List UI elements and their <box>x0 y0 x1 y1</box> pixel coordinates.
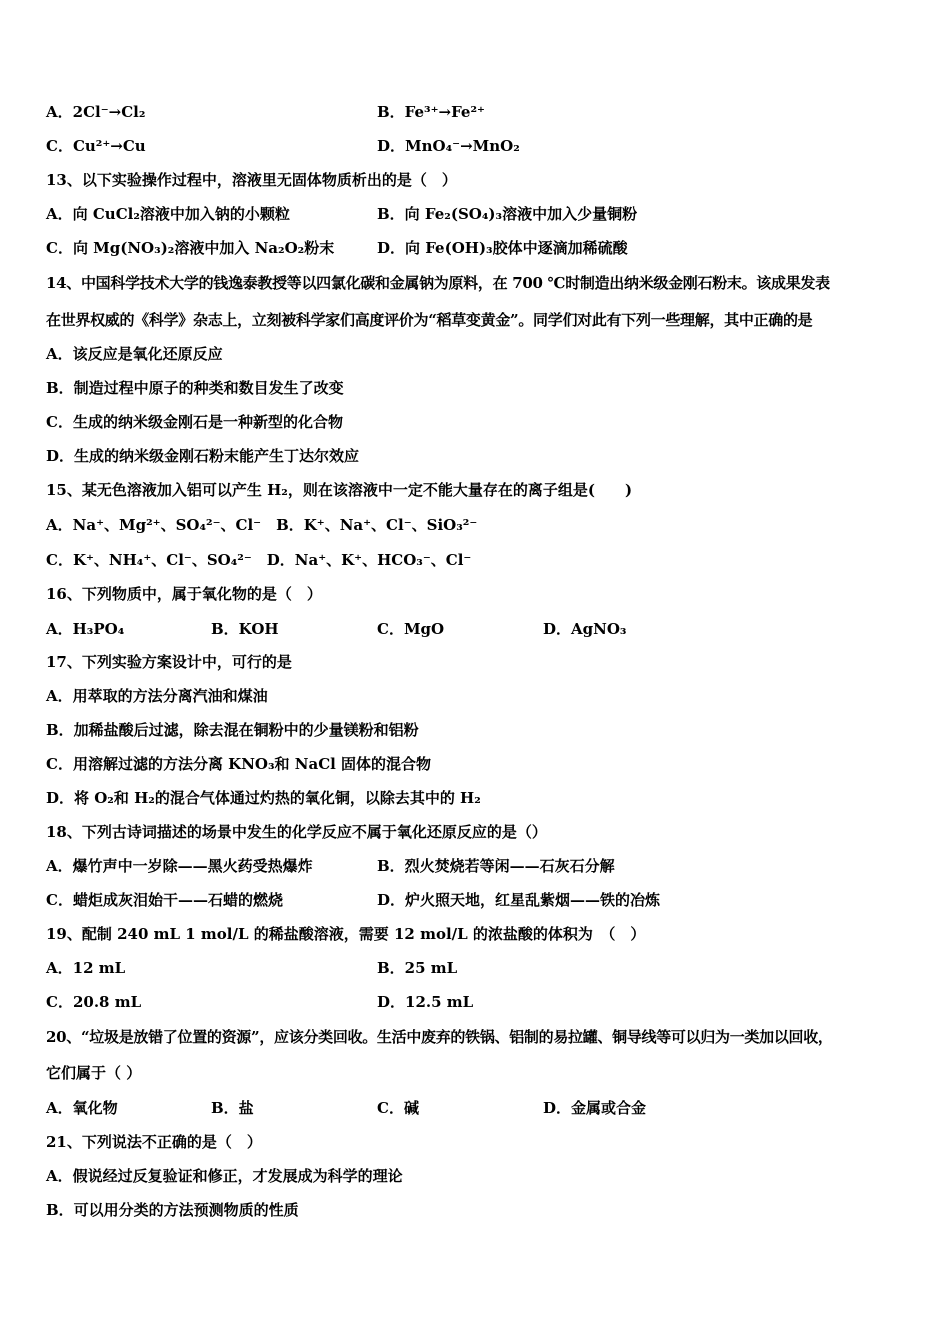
q14-stem-line1: 14、中国科学技术大学的钱逸泰教授等以四氯化碳和金属钠为原料，在 700 ℃时制造出纳米级金刚石粉末。该成果发表 <box>46 274 830 292</box>
q17-option-c: C．用溶解过滤的方法分离 KNO₃和 NaCl 固体的混合物 <box>46 755 432 773</box>
q21-option-b: B．可以用分类的方法预测物质的性质 <box>46 1201 299 1219</box>
q14-option-b: B．制造过程中原子的种类和数目发生了改变 <box>46 379 344 397</box>
q16-stem: 16、下列物质中，属于氧化物的是（ ） <box>46 585 322 603</box>
q17-option-b: B．加稀盐酸后过滤，除去混在铜粉中的少量镁粉和铝粉 <box>46 721 419 739</box>
q14-option-d: D．生成的纳米级金刚石粉末能产生丁达尔效应 <box>46 447 360 465</box>
q14-stem-line2: 在世界权威的《科学》杂志上，立刻被科学家们高度评价为“稻草变黄金”。同学们对此有下列一些理解，其中正确的是 <box>46 311 813 329</box>
q18-option-b: B．烈火焚烧若等闲——石灰石分解 <box>377 857 615 875</box>
q15-stem: 15、某无色溶液加入铝可以产生 H₂，则在该溶液中一定不能大量存在的离子组是( ) <box>46 481 633 499</box>
q18-option-a: A．爆竹声中一岁除——黑火药受热爆炸 <box>46 857 313 875</box>
q16-option-b: B．KOH <box>211 620 279 638</box>
q16-option-d: D．AgNO₃ <box>543 620 627 638</box>
q17-option-d: D．将 O₂和 H₂的混合气体通过灼热的氧化铜，以除去其中的 H₂ <box>46 789 481 807</box>
q20-option-b: B．盐 <box>211 1099 254 1117</box>
q15-options-cd: C．K⁺、NH₄⁺、Cl⁻、SO₄²⁻ D．Na⁺、K⁺、HCO₃⁻、Cl⁻ <box>46 551 472 569</box>
q13-option-d: D．向 Fe(OH)₃胶体中逐滴加稀硫酸 <box>377 239 628 257</box>
q19-option-d: D．12.5 mL <box>377 993 474 1011</box>
q17-stem: 17、下列实验方案设计中，可行的是 <box>46 653 292 671</box>
q21-option-a: A．假说经过反复验证和修正，才发展成为科学的理论 <box>46 1167 403 1185</box>
q14-option-c: C．生成的纳米级金刚石是一种新型的化合物 <box>46 413 343 431</box>
q18-stem: 18、下列古诗词描述的场景中发生的化学反应不属于氧化还原反应的是（） <box>46 823 547 841</box>
q12-option-d: D．MnO₄⁻→MnO₂ <box>377 137 520 155</box>
q19-option-c: C．20.8 mL <box>46 993 142 1011</box>
q12-option-c: C．Cu²⁺→Cu <box>46 137 146 155</box>
q14-option-a: A．该反应是氧化还原反应 <box>46 345 223 363</box>
q20-stem-line2: 它们属于（ ） <box>46 1064 142 1082</box>
q21-stem: 21、下列说法不正确的是（ ） <box>46 1133 262 1151</box>
q19-option-b: B．25 mL <box>377 959 458 977</box>
q16-option-c: C．MgO <box>377 620 445 638</box>
q20-stem-line1: 20、“垃圾是放错了位置的资源”，应该分类回收。生活中废弃的铁锅、铝制的易拉罐、铜导线等可以归为一类加以回收， <box>46 1028 833 1046</box>
q12-option-b: B．Fe³⁺→Fe²⁺ <box>377 103 485 121</box>
q13-option-a: A．向 CuCl₂溶液中加入钠的小颗粒 <box>46 205 290 223</box>
q17-option-a: A．用萃取的方法分离汽油和煤油 <box>46 687 268 705</box>
q15-options-ab: A．Na⁺、Mg²⁺、SO₄²⁻、Cl⁻ B．K⁺、Na⁺、Cl⁻、SiO₃²⁻ <box>46 516 478 534</box>
q19-option-a: A．12 mL <box>46 959 126 977</box>
q13-option-c: C．向 Mg(NO₃)₂溶液中加入 Na₂O₂粉末 <box>46 239 335 257</box>
q18-option-c: C．蜡炬成灰泪始干——石蜡的燃烧 <box>46 891 283 909</box>
q20-option-d: D．金属或合金 <box>543 1099 647 1117</box>
q12-option-a: A．2Cl⁻→Cl₂ <box>46 103 146 121</box>
q20-option-a: A．氧化物 <box>46 1099 118 1117</box>
q16-option-a: A．H₃PO₄ <box>46 620 125 638</box>
q19-stem: 19、配制 240 mL 1 mol/L 的稀盐酸溶液，需要 12 mol/L 的浓盐酸的体积为 （ ） <box>46 925 646 943</box>
q20-option-c: C．碱 <box>377 1099 419 1117</box>
q13-option-b: B．向 Fe₂(SO₄)₃溶液中加入少量铜粉 <box>377 205 638 223</box>
q18-option-d: D．炉火照天地，红星乱紫烟——铁的冶炼 <box>377 891 661 909</box>
q13-stem: 13、以下实验操作过程中，溶液里无固体物质析出的是（ ） <box>46 171 457 189</box>
